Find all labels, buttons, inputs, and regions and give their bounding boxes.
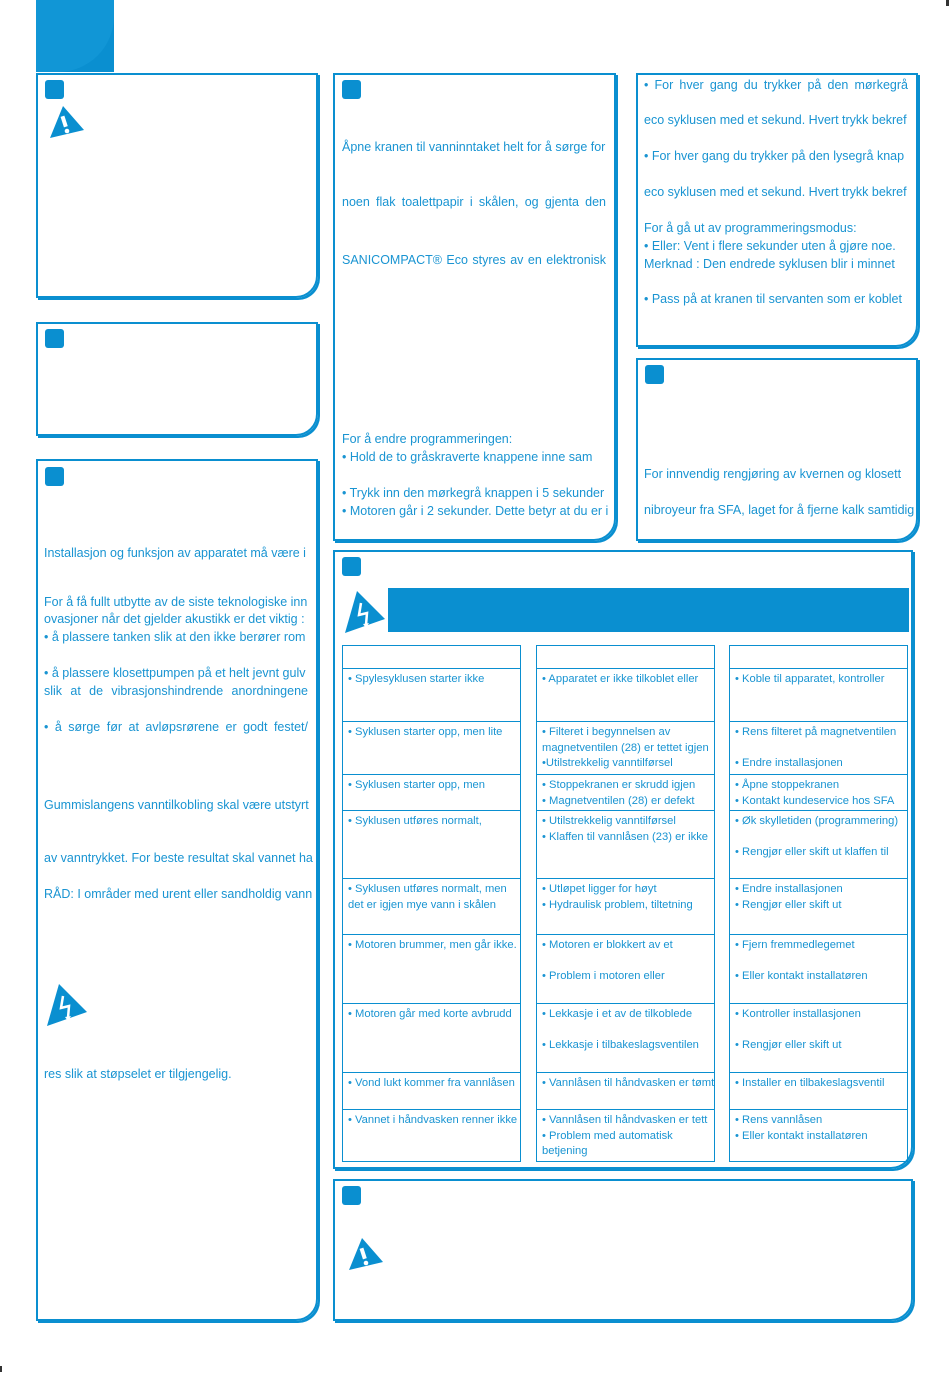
section-marker: [645, 365, 664, 384]
text-line: For å gå ut av programmeringsmodus:: [644, 221, 857, 235]
table-cell: • Eller kontakt installatøren: [735, 1129, 868, 1142]
section-marker: [342, 1186, 361, 1205]
table-cell: • Apparatet er ikke tilkoblet eller: [542, 673, 699, 685]
corner-tab: [36, 0, 114, 72]
text-line: • Trykk inn den mørkegrå knappen i 5 sekunder: [342, 486, 605, 500]
text-line: • å sørge før at avløpsrørene er godt festet/: [44, 720, 308, 734]
crop-mark: [946, 0, 949, 6]
table-cell: • Klaffen til vannlåsen (23) er ikke: [542, 830, 709, 843]
text-line: For å endre programmeringen:: [342, 432, 513, 446]
table-cell: • Hydraulisk problem, tiltetning: [542, 898, 693, 911]
table-cell: • Problem med automatisk: [542, 1129, 673, 1142]
text-line: • Hold de to gråskraverte knappene inne sam: [342, 450, 593, 464]
column-header: [730, 646, 907, 669]
table-cell: • Utløpet ligger for høyt: [542, 883, 657, 895]
text-line: Åpne kranen til vanninntaket helt for å sørge for: [342, 140, 606, 154]
text-line: eco syklusen med et sekund. Hvert trykk bekref: [644, 113, 907, 127]
table-cell: • Problem i motoren eller: [542, 970, 665, 982]
column-header: [343, 646, 520, 669]
table-cell: • Stoppekranen er skrudd igjen: [542, 779, 696, 791]
text-line: nibroyeur fra SFA, laget for å fjerne kalk samtidig: [644, 503, 915, 517]
table-cell: • Motoren går med korte avbrudd: [348, 1008, 512, 1020]
text-line: • For hver gang du trykker på den lysegrå knap: [644, 149, 905, 163]
table-cell: • Spylesyklusen starter ikke: [348, 673, 485, 685]
table-cell: magnetventilen (28) er tettet igjen: [542, 741, 709, 754]
section-marker: [45, 329, 64, 348]
table-cell: • Motoren brummer, men går ikke.: [348, 939, 517, 951]
table-cell: • Eller kontakt installatøren: [735, 970, 868, 982]
header-banner: [388, 588, 909, 632]
text-line: Gummislangens vanntilkobling skal være utstyrt: [44, 798, 309, 812]
table-cell: • Lekkasje i et av de tilkoblede: [542, 1008, 693, 1020]
table-cell: • Endre installasjonen: [735, 757, 843, 769]
table-cell: • Motoren er blokkert av et: [542, 939, 673, 951]
text-line: • Motoren går i 2 sekunder. Dette betyr at du er i: [342, 504, 609, 518]
table-cell: det er igjen mye vann i skålen: [348, 898, 497, 911]
text-line: res slik at støpselet er tilgjengelig.: [44, 1067, 232, 1081]
table-cell: • Syklusen starter opp, men lite: [348, 726, 503, 738]
table-cell: • Vond lukt kommer fra vannlåsen: [348, 1077, 515, 1089]
table-cell: • Øk skylletiden (programmering): [735, 815, 899, 827]
text-line: • å plassere tanken slik at den ikke berører rom: [44, 630, 306, 644]
section-marker: [45, 80, 64, 99]
section-marker: [45, 467, 64, 486]
table-column-problem: [342, 645, 521, 1162]
table-cell: • Kontakt kundeservice hos SFA: [735, 794, 895, 807]
table-cell: • Lekkasje i tilbakeslagsventilen: [542, 1039, 699, 1051]
table-cell: • Rengjør eller skift ut klaffen til: [735, 846, 889, 858]
warning-triangle-icon: [343, 1236, 385, 1272]
table-cell: • Vannlåsen til håndvasken er tømt: [542, 1077, 715, 1089]
text-line: Merknad : Den endrede syklusen blir i minnet: [644, 257, 895, 271]
text-line: SANICOMPACT® Eco styres av en elektronisk: [342, 253, 606, 267]
text-line: noen flak toalettpapir i skålen, og gjenta den: [342, 195, 606, 209]
column-header: [537, 646, 714, 669]
text-line: • å plassere klosettpumpen på et helt jevnt gulv: [44, 666, 306, 680]
text-line: For innvendig rengjøring av kvernen og klosett: [644, 467, 902, 481]
table-cell: • Utilstrekkelig vanntilførsel: [542, 815, 676, 827]
table-column-cause: [536, 645, 715, 1162]
text-line: • Eller: Vent i flere sekunder uten å gjøre noe.: [644, 239, 896, 253]
text-line: For å få fullt utbytte av de siste teknologiske inn: [44, 595, 308, 609]
text-line: • For hver gang du trykker på den mørkegrå: [644, 78, 908, 92]
text-line: • Pass på at kranen til servanten som er koblet: [644, 292, 902, 306]
table-cell: • Rengjør eller skift ut: [735, 1039, 842, 1051]
table-cell: • Installer en tilbakeslagsventil: [735, 1077, 885, 1089]
table-cell: • Magnetventilen (28) er defekt: [542, 794, 695, 807]
table-cell: • Rens vannlåsen: [735, 1114, 823, 1126]
table-cell: • Åpne stoppekranen: [735, 779, 840, 791]
section-marker: [342, 80, 361, 99]
table-cell: • Fjern fremmedlegemet: [735, 939, 855, 951]
table-cell: • Kontroller installasjonen: [735, 1008, 861, 1020]
table-column-fix: [729, 645, 908, 1162]
table-cell: betjening: [542, 1145, 588, 1157]
text-line: Installasjon og funksjon av apparatet må være i: [44, 546, 306, 560]
table-cell: • Rens filteret på magnetventilen: [735, 726, 897, 738]
text-line: eco syklusen med et sekund. Hvert trykk bekref: [644, 185, 907, 199]
text-line: slik at de vibrasjonshindrende anordningene: [44, 684, 308, 698]
table-cell: • Syklusen starter opp, men: [348, 779, 485, 791]
section-marker: [342, 557, 361, 576]
table-cell: • Rengjør eller skift ut: [735, 898, 842, 911]
table-cell: • Vannlåsen til håndvasken er tett: [542, 1114, 708, 1126]
info-box: [36, 322, 318, 436]
text-line: RÅD: I områder med urent eller sandholdig vann: [44, 887, 313, 901]
table-cell: • Koble til apparatet, kontroller: [735, 673, 885, 685]
warning-triangle-icon: [44, 104, 86, 140]
table-cell: • Filteret i begynnelsen av: [542, 726, 671, 738]
table-cell: • Syklusen utføres normalt,: [348, 815, 482, 827]
text-line: av vanntrykket. For beste resultat skal vannet ha: [44, 851, 313, 865]
table-cell: •Utilstrekkelig vanntilførsel: [542, 757, 673, 769]
text-line: ovasjoner når det gjelder akustikk er det viktig :: [44, 612, 305, 626]
precautions-box: [333, 1179, 913, 1321]
electric-hazard-icon: [44, 982, 88, 1028]
table-cell: • Syklusen utføres normalt, men: [348, 883, 507, 895]
electric-hazard-icon: [342, 589, 386, 635]
crop-mark: [0, 1366, 2, 1372]
table-cell: • Endre installasjonen: [735, 883, 843, 895]
table-cell: • Vannet i håndvasken renner ikke: [348, 1114, 518, 1126]
